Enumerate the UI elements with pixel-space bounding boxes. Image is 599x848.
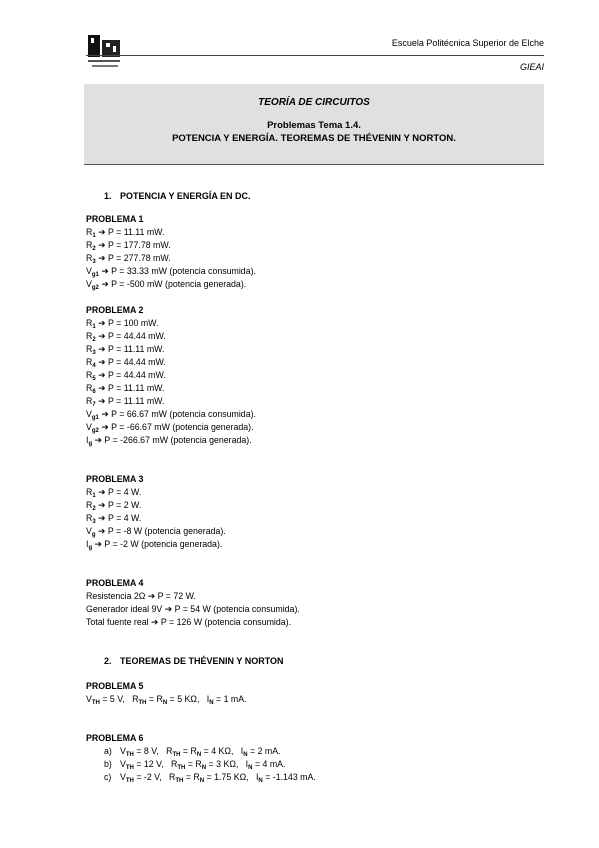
problem-5-result: $V_{TH} = 5$ V, $R_{TH} = R_N = 5$ KΩ, $I_N = 1$ mA. [86, 694, 247, 706]
element-symbol: I [86, 539, 89, 549]
element-symbol: R [86, 500, 93, 510]
arrow-right-icon: ➔ [95, 253, 108, 263]
problem-title: PROBLEMA 6 [86, 733, 144, 743]
department-code: GIEAI [519, 62, 544, 72]
result-line [86, 603, 546, 616]
arrow-right-icon: ➔ [95, 331, 108, 341]
result-value: P = 11.11 mW. [107, 396, 165, 406]
arrow-right-icon: ➔ [98, 266, 112, 276]
institution-name: Escuela Politécnica Superior de Elche [391, 38, 544, 48]
arrow-right-icon: ➔ [92, 435, 105, 445]
header-rule [86, 55, 544, 56]
arrow-right-icon: ➔ [95, 513, 108, 523]
section-heading: 1. POTENCIA Y ENERGÍA EN DC. [104, 191, 251, 201]
element-symbol: R [86, 357, 93, 367]
problem-block [86, 680, 546, 706]
university-logo [86, 32, 126, 72]
element-symbol: R [86, 370, 93, 380]
solutions-content [86, 190, 546, 784]
arrow-right-icon: ➔ [95, 370, 108, 380]
element-symbol: R [86, 383, 93, 393]
problem-title: PROBLEMA 5 [86, 681, 144, 691]
list-item: b) $V_{TH} = 12$ V, $R_{TH} = R_N = 3$ KΩ, $I_N = 4$ mA. [104, 759, 286, 771]
list-item: c) $V_{TH} = -2$ V, $R_{TH} = R_N = 1.75$ KΩ, $I_N = -1.143$ mA. [104, 772, 316, 784]
problem-block [86, 473, 546, 551]
element-symbol: R [86, 227, 93, 237]
arrow-right-icon: ➔ [145, 591, 158, 601]
result-line: $R_5$ ➔ P = 44.44 mW. [86, 370, 166, 382]
problem-block [86, 304, 546, 447]
result-value: P = -266.67 mW (potencia generada). [104, 435, 252, 445]
result-value: P = -66.67 mW (potencia generada). [111, 422, 254, 432]
problem-lines [86, 317, 546, 447]
element-symbol: R [86, 487, 93, 497]
result-value: P = 11.11 mW. [107, 344, 165, 354]
result-line: $V_g$ ➔ P = -8 W (potencia generada). [86, 526, 226, 538]
result-value: P = 11.11 mW. [107, 383, 165, 393]
result-value: P = 44.44 mW. [107, 331, 166, 341]
result-line: $V_{g2}$ ➔ P = -66.67 mW (potencia generada). [86, 422, 254, 434]
result-line: $R_2$ ➔ P = 177.78 mW. [86, 240, 171, 252]
element-symbol: V [86, 422, 92, 432]
problem-lines [86, 486, 546, 551]
topic-title: Problemas Tema 1.4. [267, 120, 361, 131]
element-symbol: V [86, 279, 92, 289]
arrow-right-icon: ➔ [95, 344, 108, 354]
arrow-right-icon: ➔ [95, 357, 108, 367]
element-symbol: V [86, 409, 92, 419]
result-value: P = -2 W (potencia generada). [104, 539, 223, 549]
arrow-right-icon: ➔ [148, 617, 161, 627]
result-value: P = 72 W. [157, 591, 196, 601]
problem-block [86, 577, 546, 629]
arrow-right-icon: ➔ [92, 539, 105, 549]
arrow-right-icon: ➔ [95, 396, 108, 406]
element-symbol: R [86, 396, 93, 406]
arrow-right-icon: ➔ [95, 487, 108, 497]
result-line: $R_1$ ➔ P = 4 W. [86, 487, 142, 499]
result-value: P = 4 W. [107, 513, 142, 523]
result-value: P = 4 W. [107, 487, 142, 497]
result-line: $I_g$ ➔ P = -266.67 mW (potencia generada). [86, 435, 252, 447]
element-symbol: R [86, 318, 93, 328]
section-heading: 2. TEOREMAS DE THÉVENIN Y NORTON [104, 656, 284, 666]
problem-lines [86, 590, 546, 629]
result-line: $V_{g2}$ ➔ P = -500 mW (potencia generada). [86, 279, 247, 291]
result-value: P = 100 mW. [107, 318, 159, 328]
list-item: a) $V_{TH} = 8$ V, $R_{TH} = R_N = 4$ KΩ, $I_N = 2$ mA. [104, 746, 281, 758]
arrow-right-icon: ➔ [95, 227, 108, 237]
problem-title: PROBLEMA 3 [86, 474, 144, 484]
result-value: P = 66.67 mW (potencia consumida). [111, 409, 256, 419]
result-line [86, 590, 546, 603]
result-line: $R_3$ ➔ P = 277.78 mW. [86, 253, 171, 265]
result-value: P = -8 W (potencia generada). [107, 526, 226, 536]
result-value: P = 44.44 mW. [107, 357, 166, 367]
element-symbol: R [86, 253, 93, 263]
arrow-right-icon: ➔ [95, 240, 108, 250]
arrow-right-icon: ➔ [162, 604, 175, 614]
problem-block [86, 732, 546, 784]
problem-lines [86, 226, 546, 291]
result-value: P = -500 mW (potencia generada). [111, 279, 247, 289]
problem-title: PROBLEMA 1 [86, 214, 144, 224]
arrow-right-icon: ➔ [98, 279, 112, 289]
result-value: P = 277.78 mW. [107, 253, 171, 263]
element-symbol: Total fuente real [86, 617, 149, 627]
result-line [86, 616, 546, 629]
result-line: $R_2$ ➔ P = 44.44 mW. [86, 331, 166, 343]
result-line: $R_1$ ➔ P = 11.11 mW. [86, 227, 165, 239]
element-symbol: V [86, 266, 92, 276]
result-line: $R_3$ ➔ P = 11.11 mW. [86, 344, 165, 356]
result-line: $R_1$ ➔ P = 100 mW. [86, 318, 159, 330]
result-line: $R_4$ ➔ P = 44.44 mW. [86, 357, 166, 369]
result-value: P = 2 W. [107, 500, 142, 510]
arrow-right-icon: ➔ [95, 500, 108, 510]
arrow-right-icon: ➔ [98, 422, 112, 432]
problem-title: PROBLEMA 4 [86, 578, 144, 588]
arrow-right-icon: ➔ [95, 318, 108, 328]
element-symbol: Resistencia 2Ω [86, 591, 146, 601]
result-line: $I_g$ ➔ P = -2 W (potencia generada). [86, 539, 223, 551]
problem-6-results [86, 745, 546, 784]
problem-title: PROBLEMA 2 [86, 305, 144, 315]
element-symbol: I [86, 435, 89, 445]
result-value: P = 126 W (potencia consumida). [160, 617, 292, 627]
arrow-right-icon: ➔ [98, 409, 112, 419]
topic-subtitle: POTENCIA Y ENERGÍA. TEOREMAS DE THÉVENIN Y NORTON. [172, 133, 456, 144]
element-symbol: R [86, 331, 93, 341]
element-symbol: Generador ideal 9V [86, 604, 163, 614]
arrow-right-icon: ➔ [95, 383, 108, 393]
result-value: P = 54 W (potencia consumida). [174, 604, 300, 614]
result-line: $R_3$ ➔ P = 4 W. [86, 513, 142, 525]
arrow-right-icon: ➔ [95, 526, 108, 536]
result-line: $R_7$ ➔ P = 11.11 mW. [86, 396, 165, 408]
result-value: P = 177.78 mW. [107, 240, 171, 250]
title-banner [84, 84, 544, 165]
element-symbol: R [86, 513, 93, 523]
result-value: P = 44.44 mW. [107, 370, 166, 380]
course-title: TEORÍA DE CIRCUITOS [258, 97, 370, 108]
result-line: $R_6$ ➔ P = 11.11 mW. [86, 383, 165, 395]
element-symbol: R [86, 240, 93, 250]
element-symbol: R [86, 344, 93, 354]
result-value: P = 33.33 mW (potencia consumida). [111, 266, 256, 276]
element-symbol: V [86, 526, 92, 536]
problem-block [86, 213, 546, 291]
result-value: P = 11.11 mW. [107, 227, 165, 237]
result-line: $R_2$ ➔ P = 2 W. [86, 500, 142, 512]
result-line: $V_{g1}$ ➔ P = 66.67 mW (potencia consumida). [86, 409, 256, 421]
result-line: $V_{g1}$ ➔ P = 33.33 mW (potencia consumida). [86, 266, 256, 278]
